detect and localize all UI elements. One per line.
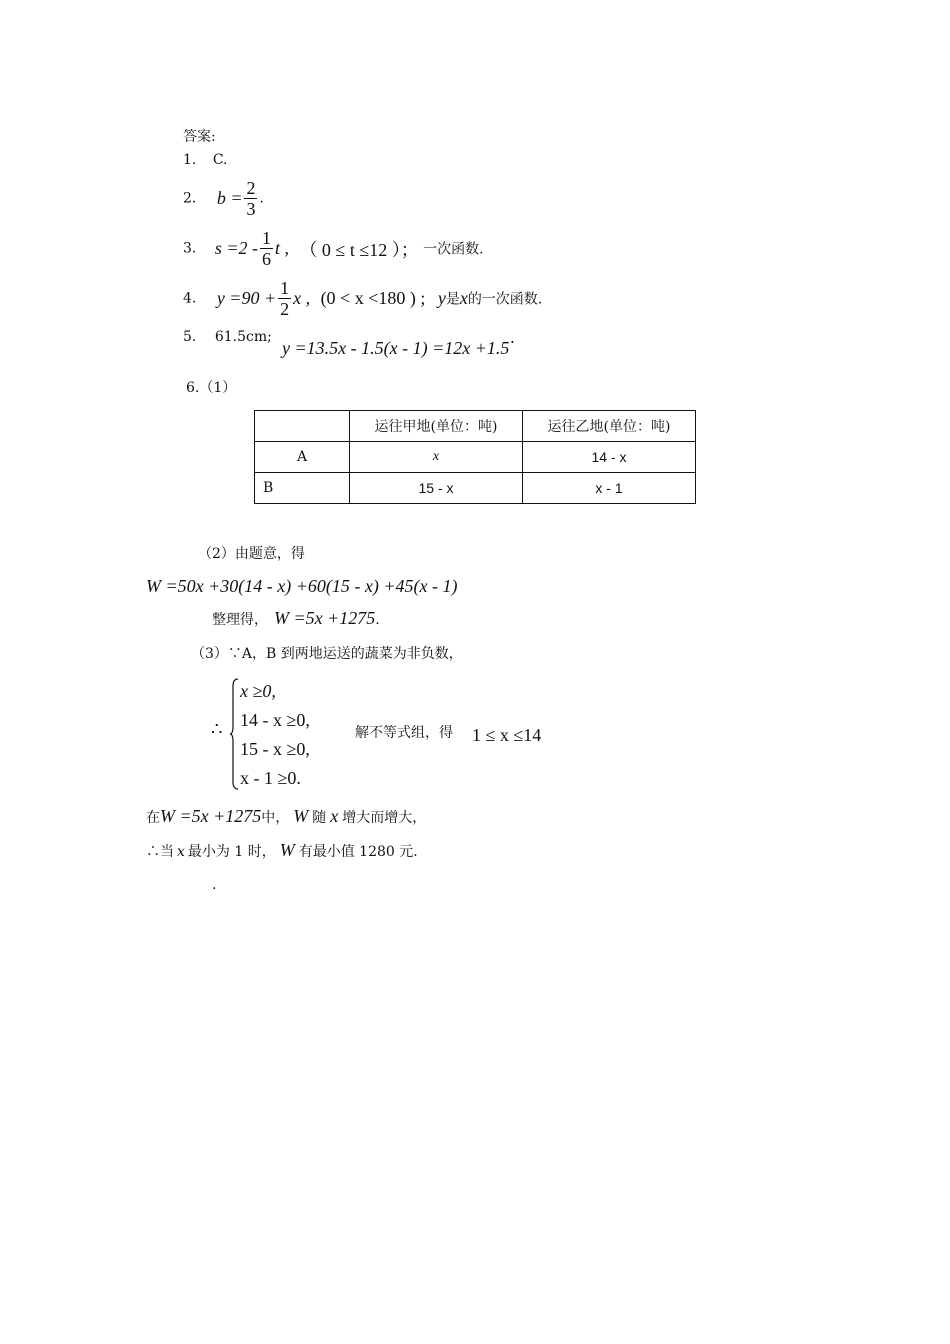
part-2-equation: W =50x +30(14 - x) +60(15 - x) +45(x - 1) [146,576,458,596]
system-line: 15 - x ≥0, [240,739,310,759]
question-6-label: 6.（1） [186,380,237,396]
item-5-formula [282,332,516,359]
item-note-x: x [459,288,468,308]
item-text: 61.5cm; [214,329,272,345]
system-line: x ≥0, [240,681,276,701]
item-after: t , [274,238,289,258]
item-lhs: y =90 + [216,288,277,308]
item-number: 1. [183,152,197,168]
table-cell: x [350,442,523,473]
part-2-simplified [212,608,380,629]
item-range: (0 < x <180 ) ; [320,288,426,308]
fraction: $\frac{1}{2}$ [280,278,290,319]
conclusion-line-2 [146,840,418,861]
table-row [255,442,696,473]
table-cell: A [255,442,350,473]
answer-item-3 [183,228,484,269]
solve-label: 解不等式组，得 [355,725,453,741]
answer-heading: 答案: [183,129,216,145]
item-range: （ 0 ≤ t ≤12 ）； [299,239,419,260]
fraction: $\frac{2}{3}$ [246,178,256,219]
system-line: 14 - x ≥0, [240,710,310,730]
solution: 1 ≤ x ≤14 [472,725,542,745]
variable: W [279,840,295,860]
therefore-symbol: ∴ [211,719,223,739]
item-note-y: y [437,288,446,308]
answer-item-4 [183,278,542,319]
simplify-label: 整理得， [212,612,268,628]
conclusion-line-1 [146,806,426,827]
item-tail: . [259,190,264,207]
answer-item-5 [183,329,272,345]
part-2-label: （2）由题意，得 [198,546,305,562]
table-cell: x - 1 [523,473,696,504]
text: ∴当 [146,844,174,860]
table-header-cell: 运往乙地(单位：吨) [523,411,696,442]
formula: y =13.5x - 1.5(x - 1) =12x +1.5 [282,338,510,358]
item-note: 一次函数. [423,241,484,258]
answer-item-1 [183,152,227,168]
system-line: x - 1 ≥0. [240,768,301,788]
text: 随 [312,810,327,826]
item-note-end: 的一次函数. [467,291,543,308]
text: 在 [146,810,160,826]
text: 最小为 1 时， [187,844,276,860]
item-number: 5. [183,329,197,345]
item-after: x , [293,288,311,308]
table-cell: 15 - x [350,473,523,504]
simplified-equation: W =5x +1275 [274,608,376,628]
item-lhs: s =2 - [214,238,258,258]
item-number: 4. [183,290,197,307]
variable: x [330,806,339,826]
table-header-row [255,411,696,442]
item-text: C. [212,152,228,168]
simplified-tail: . [375,612,380,628]
formula-dot: · [509,332,516,352]
brace-icon [229,678,239,790]
item-lhs: b = [216,188,243,208]
table-cell: 14 - x [523,442,696,473]
part-3-label: （3）∵A，B 到两地运送的蔬菜为非负数， [191,646,463,662]
text: 有最小值 1280 元. [298,844,418,860]
variable: x [177,844,185,860]
table-row [255,473,696,504]
table-cell: B [255,473,350,504]
answer-item-2 [183,178,264,219]
text: 中， [261,810,290,826]
table-header-cell: 运往甲地(单位：吨) [350,411,523,442]
item-number: 3. [183,240,197,257]
distribution-table [254,410,696,504]
fraction: $\frac{1}{6}$ [261,228,271,269]
table-header-cell [255,411,350,442]
end-dot: . [212,877,217,893]
item-number: 2. [183,190,197,207]
item-note-mid: 是 [445,291,460,308]
variable: W [293,806,309,826]
equation: W =5x +1275 [160,806,262,826]
text: 增大而增大， [342,810,427,826]
